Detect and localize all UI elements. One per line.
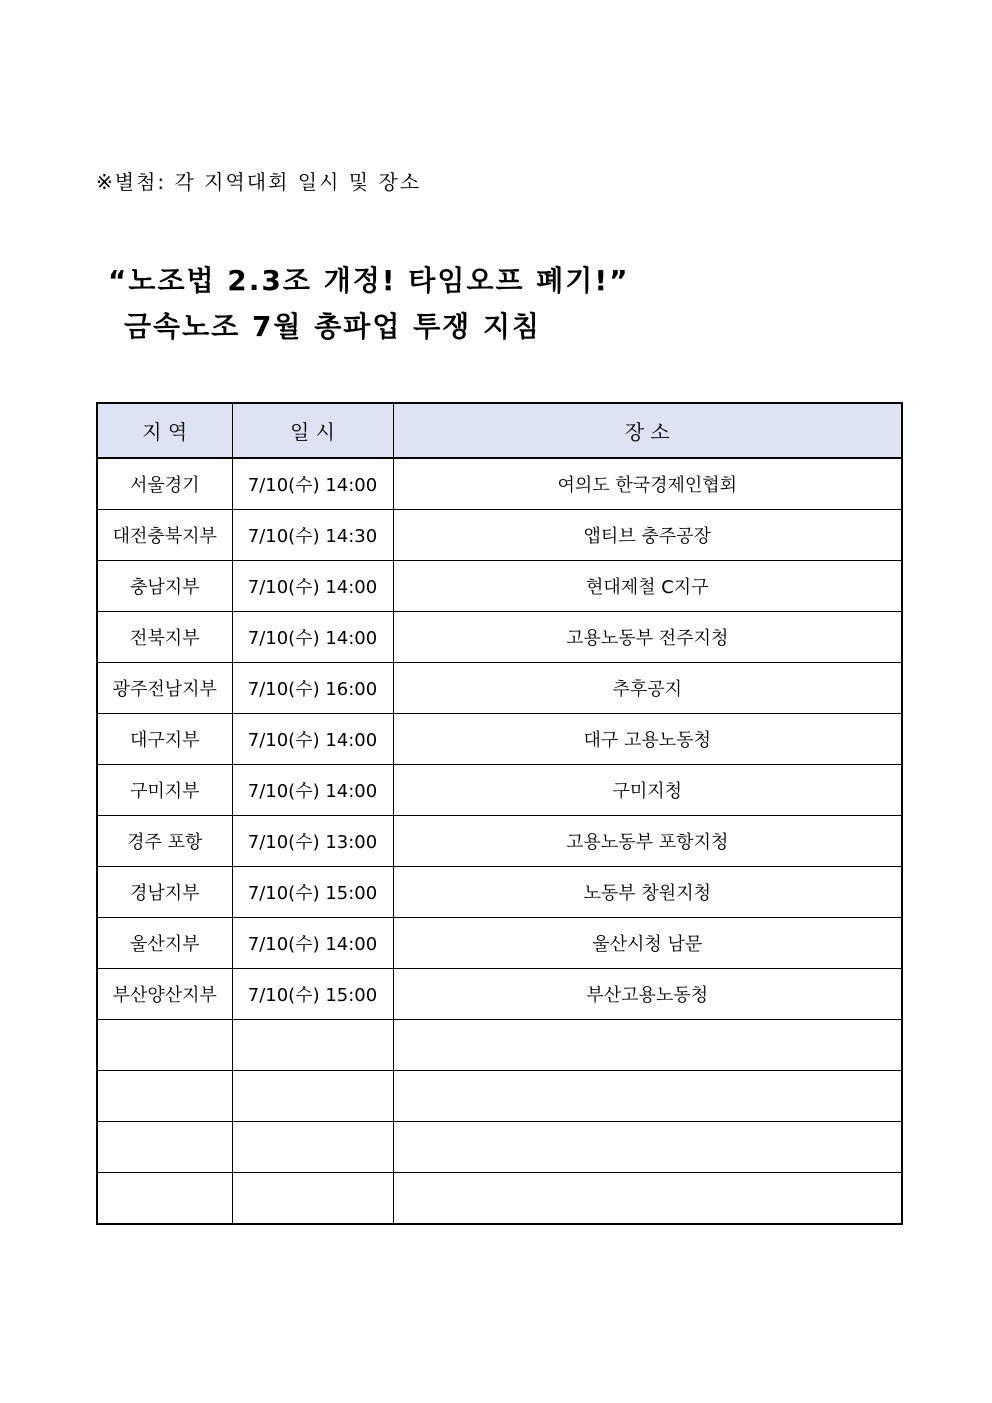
table-row — [97, 714, 902, 765]
cell-datetime: 7/10(수) 14:00 — [232, 765, 393, 816]
table-row — [97, 1173, 902, 1225]
cell-venue: 추후공지 — [393, 663, 902, 714]
cell-region: 대전충북지부 — [97, 510, 232, 561]
cell-region: 대구지부 — [97, 714, 232, 765]
cell-venue: 앱티브 충주공장 — [393, 510, 902, 561]
cell-venue — [393, 1122, 902, 1173]
cell-venue: 현대제철 C지구 — [393, 561, 902, 612]
cell-venue: 고용노동부 전주지청 — [393, 612, 902, 663]
title-line-2: 금속노조 7월 총파업 투쟁 지침 — [124, 310, 542, 343]
table-row — [97, 663, 902, 714]
cell-region: 광주전남지부 — [97, 663, 232, 714]
header-datetime: 일 시 — [232, 403, 393, 458]
cell-venue: 부산고용노동청 — [393, 969, 902, 1020]
cell-datetime: 7/10(수) 15:00 — [232, 969, 393, 1020]
table-row — [97, 510, 902, 561]
header-region: 지 역 — [97, 403, 232, 458]
cell-datetime — [232, 1020, 393, 1071]
document-title — [108, 258, 630, 350]
cell-venue — [393, 1071, 902, 1122]
schedule-table-body — [97, 458, 902, 1224]
cell-region: 부산양산지부 — [97, 969, 232, 1020]
table-row — [97, 867, 902, 918]
table-row — [97, 1071, 902, 1122]
schedule-table — [96, 402, 903, 1225]
cell-region: 서울경기 — [97, 458, 232, 510]
cell-datetime: 7/10(수) 14:00 — [232, 612, 393, 663]
cell-datetime: 7/10(수) 16:00 — [232, 663, 393, 714]
table-row — [97, 612, 902, 663]
cell-region: 경주 포항 — [97, 816, 232, 867]
table-row — [97, 1020, 902, 1071]
table-row — [97, 561, 902, 612]
cell-region — [97, 1071, 232, 1122]
table-row — [97, 765, 902, 816]
cell-datetime: 7/10(수) 13:00 — [232, 816, 393, 867]
cell-datetime: 7/10(수) 15:00 — [232, 867, 393, 918]
table-row — [97, 918, 902, 969]
table-row — [97, 969, 902, 1020]
cell-venue: 울산시청 남문 — [393, 918, 902, 969]
cell-region: 구미지부 — [97, 765, 232, 816]
cell-datetime: 7/10(수) 14:00 — [232, 458, 393, 510]
table-row — [97, 458, 902, 510]
cell-venue: 구미지청 — [393, 765, 902, 816]
header-venue: 장 소 — [393, 403, 902, 458]
cell-datetime — [232, 1071, 393, 1122]
cell-venue — [393, 1173, 902, 1225]
cell-region: 울산지부 — [97, 918, 232, 969]
cell-region — [97, 1173, 232, 1225]
title-line-1: “노조법 2.3조 개정! 타임오프 폐기!” — [108, 264, 630, 297]
cell-datetime: 7/10(수) 14:30 — [232, 510, 393, 561]
cell-datetime — [232, 1173, 393, 1225]
table-row — [97, 1122, 902, 1173]
attachment-note: ※별첨: 각 지역대회 일시 및 장소 — [96, 170, 422, 194]
cell-region: 전북지부 — [97, 612, 232, 663]
cell-venue: 여의도 한국경제인협회 — [393, 458, 902, 510]
cell-datetime — [232, 1122, 393, 1173]
cell-datetime: 7/10(수) 14:00 — [232, 918, 393, 969]
cell-venue — [393, 1020, 902, 1071]
table-header-row — [97, 403, 902, 458]
cell-venue: 대구 고용노동청 — [393, 714, 902, 765]
cell-region — [97, 1122, 232, 1173]
cell-venue: 노동부 창원지청 — [393, 867, 902, 918]
cell-region — [97, 1020, 232, 1071]
cell-region: 경남지부 — [97, 867, 232, 918]
cell-datetime: 7/10(수) 14:00 — [232, 714, 393, 765]
cell-venue: 고용노동부 포항지청 — [393, 816, 902, 867]
table-row — [97, 816, 902, 867]
cell-datetime: 7/10(수) 14:00 — [232, 561, 393, 612]
cell-region: 충남지부 — [97, 561, 232, 612]
